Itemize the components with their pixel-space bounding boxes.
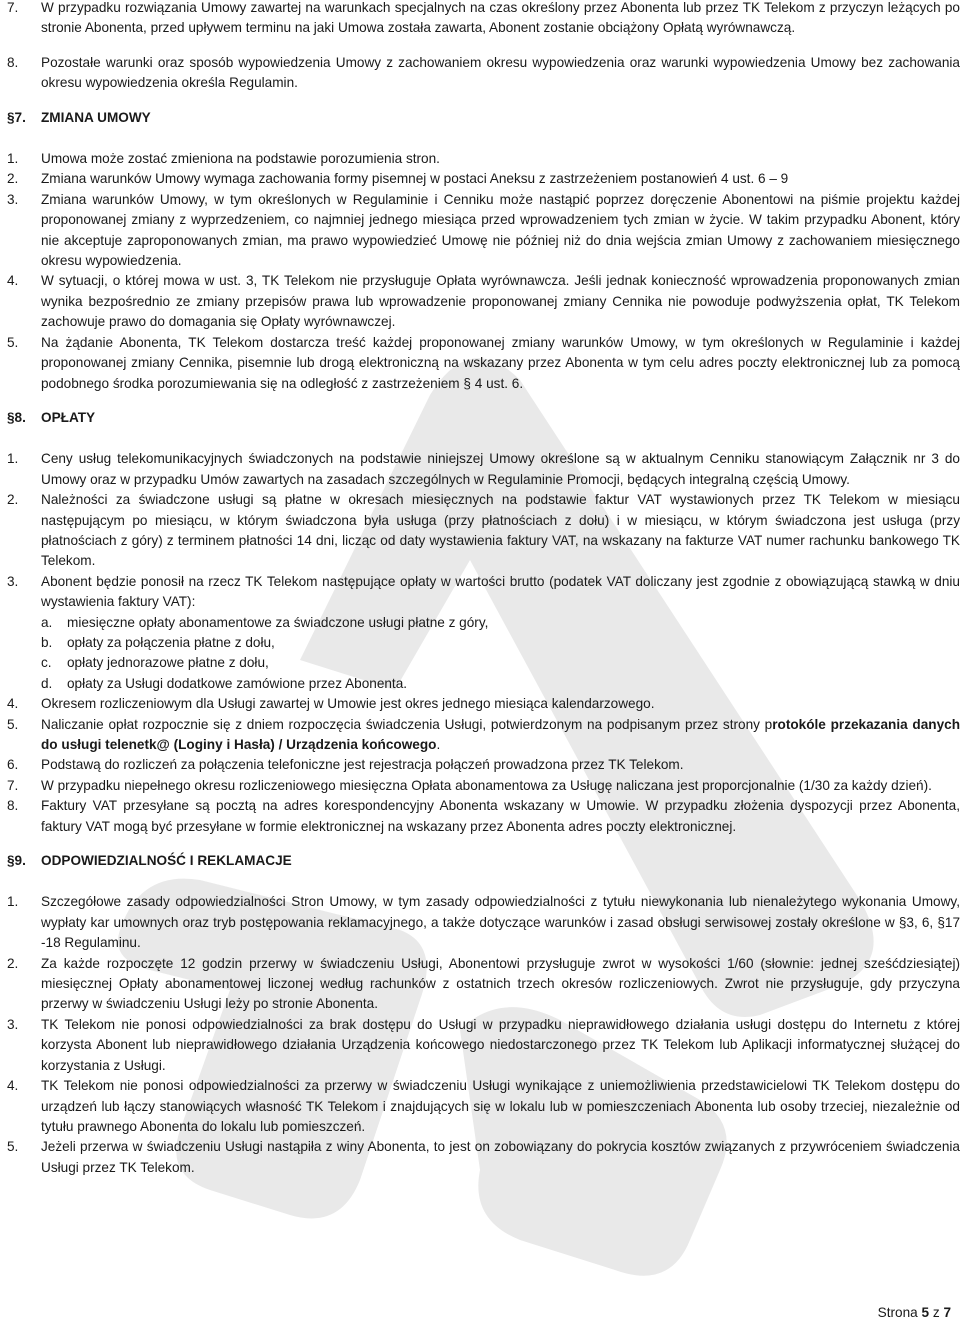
item-number: 5. xyxy=(7,1139,19,1155)
sub-text: opłaty jednorazowe płatne z dołu, xyxy=(67,655,269,671)
list-item xyxy=(7,190,960,272)
item-text: Okresem rozliczeniowym dla Usługi zawartej w Umowie jest okres jednego miesiąca kalendarzowego. xyxy=(41,696,655,712)
sub-letter: a. xyxy=(41,614,53,630)
item-text: Ceny usług telekomunikacyjnych świadczonych na podstawie niniejszej Umowy określone są w aktualnym Cenniku stanowiącym Załącznik nr 3 do Umowy oraz w przypadku Umów zawartych na zasadach szczególnych w Regulaminie Promocji, będących integralną częścią Umowy. xyxy=(41,451,960,487)
item-text: Abonent będzie ponosił na rzecz TK Telekom następujące opłaty w wartości brutto (podatek VAT doliczany jest zgodnie z obowiązującą stawką w dniu wystawienia faktury VAT): xyxy=(41,573,960,610)
sublist-item xyxy=(41,674,960,694)
item-text: Jeżeli przerwa w świadczeniu Usługi nastąpiła z winy Abonenta, to jest on zobowiązany do pokrycia kosztów związanych z przywróceniem świadczenia Usługi przez TK Telekom. xyxy=(41,1139,960,1175)
list-item xyxy=(7,572,960,694)
list-item xyxy=(7,53,960,94)
item-number: 3. xyxy=(7,1016,19,1032)
item-text: Podstawą do rozliczeń za połączenia telefoniczne jest rejestracja połączeń prowadzona przez TK Telekom. xyxy=(41,757,684,773)
list-item xyxy=(7,796,960,837)
item-text: TK Telekom nie ponosi odpowiedzialności za przerwy w świadczeniu Usługi wynikające z uniemożliwienia przedstawicielowi TK Telekom dostępu do urządzeń lub łączy stanowiących własność TK Telekom i znajdujących się w lokalu lub w pomieszczeniach Abonenta lub osoby trzeciej, niezależnie od tytułu prawnego Abonenta do lokalu lub pomieszczeń. xyxy=(41,1078,960,1134)
item-text: Pozostałe warunki oraz sposób wypowiedzenia Umowy z zachowaniem okresu wypowiedzenia oraz warunki wypowiedzenia Umowy bez zachowania okresu wypowiedzenia określa Regulamin. xyxy=(41,54,960,91)
sub-text: miesięczne opłaty abonamentowe za świadczone usługi płatne z góry, xyxy=(67,614,489,630)
section-number: §9. xyxy=(7,853,26,869)
item-number: 7. xyxy=(7,0,19,15)
sub-text: opłaty za Usługi dodatkowe zamówione przez Abonenta. xyxy=(67,675,408,691)
item-text: Należności za świadczone usługi są płatne w okresach miesięcznych na podstawie faktur VAT wystawionych przez TK Telekom w miesiącu następującym po miesiącu, w którym świadczona była usługa (przy płatnościach z dołu) i w miesiącu, w którym świadczona jest usługa (przy płatnościach z góry) z terminem płatności 14 dni, licząc od daty wystawienia faktury VAT, na wskazany na fakturze VAT numer rachunku bankowego TK Telekom. xyxy=(41,492,960,569)
list-item xyxy=(7,715,960,756)
section-9-list xyxy=(7,892,960,1178)
item-text-tail: . xyxy=(436,737,441,752)
list-item xyxy=(7,1015,960,1076)
item-text: W przypadku niepełnego okresu rozliczeniowego miesięczna Opłata abonamentowa za Usługę naliczana jest proporcjonalnie (1/30 za każdy dzień). xyxy=(41,777,932,793)
list-item xyxy=(7,490,960,572)
section-9-heading xyxy=(7,851,960,871)
list-item xyxy=(7,1076,960,1137)
item-number: 7. xyxy=(7,777,19,793)
list-item xyxy=(7,694,960,714)
item-text-bold: rotokóle przekazania danych do usługi telenetk@ (Loginy i Hasła) / Urządzenia końcowego xyxy=(41,716,960,752)
footer-label: Strona xyxy=(877,1305,918,1320)
section-7-heading xyxy=(7,108,960,128)
sublist-item xyxy=(41,613,960,633)
item-number: 1. xyxy=(7,894,19,910)
list-item xyxy=(7,755,960,775)
sub-letter: c. xyxy=(41,655,52,671)
document-page xyxy=(7,0,960,1178)
fee-sublist xyxy=(41,613,960,695)
sub-letter: b. xyxy=(41,634,53,650)
item-text: Faktury VAT przesyłane są pocztą na adres korespondencyjny Abonenta wskazany w Umowie. W przypadku złożenia dyspozycji przez Abonenta, faktury VAT mogą być przesyłane w formie elektronicznej na wskazany przez Abonenta adres poczty elektronicznej. xyxy=(41,798,960,834)
list-item xyxy=(7,892,960,953)
item-text: Szczegółowe zasady odpowiedzialności Stron Umowy, w tym zasady odpowiedzialności z tytułu niewykonania lub nienależytego wykonania Umowy, wypłaty kar umownych oraz tryb postępowania reklamacyjnego, a także dotyczące warunków i zasad obsługi serwisowej zostały określone w §3, 6, §17 -18 Regulaminu. xyxy=(41,894,960,951)
sublist-item xyxy=(41,653,960,673)
item-text: Na żądanie Abonenta, TK Telekom dostarcza treść każdej proponowanej zmiany warunków Umowy, w tym określonych w Regulaminie i każdej proponowanej zmiany Cennika, pisemnie lub drogą elektroniczną na wskazany przez Abonenta w tym celu adres poczty elektronicznej lub za pomocą podobnego środka porozumiewania się na odległość z zastrzeżeniem § 4 ust. 6. xyxy=(41,334,960,391)
item-text: TK Telekom nie ponosi odpowiedzialności za brak dostępu do Usługi w przypadku nieprawidłowego działania usługi dostępu do Internetu z której korzysta Abonent lub nieprawidłowego działania Urządzenia końcowego niedostarczonego przez TK Telekom lub Aplikacji informatycznej służącej do korzystania z Usługi. xyxy=(41,1016,960,1073)
item-number: 8. xyxy=(7,798,19,814)
list-item xyxy=(7,954,960,1015)
section-title: ODPOWIEDZIALNOŚĆ I REKLAMACJE xyxy=(41,853,292,869)
item-number: 4. xyxy=(7,273,19,289)
item-number: 3. xyxy=(7,191,19,207)
item-number: 3. xyxy=(7,573,19,589)
item-number: 5. xyxy=(7,716,19,732)
section-number: §8. xyxy=(7,409,26,425)
item-text: W przypadku rozwiązania Umowy zawartej na warunkach specjalnych na czas określony przez Abonenta lub przez TK Telekom z przyczyn leżących po stronie Abonenta, przed upływem terminu na jaki Umowa została zawarta, Abonent zostanie obciążony Opłatą wyrównawczą. xyxy=(41,0,960,36)
item-number: 1. xyxy=(7,151,19,167)
item-number: 1. xyxy=(7,451,19,467)
section-title: ZMIANA UMOWY xyxy=(41,109,151,125)
list-item xyxy=(7,271,960,332)
item-number: 2. xyxy=(7,171,19,187)
list-item xyxy=(7,169,960,189)
list-item xyxy=(7,449,960,490)
item-number: 6. xyxy=(7,757,19,773)
item-number: 5. xyxy=(7,334,19,350)
list-item xyxy=(7,0,960,39)
item-number: 8. xyxy=(7,54,19,70)
section-number: §7. xyxy=(7,109,26,125)
section-8-heading xyxy=(7,408,960,428)
item-number: 4. xyxy=(7,696,19,712)
page-footer xyxy=(878,1303,951,1323)
sublist-item xyxy=(41,633,960,653)
item-text: Zmiana warunków Umowy wymaga zachowania formy pisemnej w postaci Aneksu z zastrzeżeniem postanowień 4 ust. 6 – 9 xyxy=(41,171,789,187)
item-number: 4. xyxy=(7,1078,19,1094)
sub-text: opłaty za połączenia płatne z dołu, xyxy=(67,634,275,650)
item-number: 2. xyxy=(7,492,19,508)
section-title: OPŁATY xyxy=(41,409,96,425)
footer-sep: z xyxy=(932,1305,940,1320)
sub-letter: d. xyxy=(41,675,53,691)
continued-list xyxy=(7,0,960,94)
section-8-list xyxy=(7,449,960,837)
list-item xyxy=(7,1137,960,1178)
section-7-list xyxy=(7,149,960,394)
list-item xyxy=(7,149,960,169)
item-text: Za każde rozpoczęte 12 godzin przerwy w świadczeniu Usługi, Abonentowi przysługuje zwrot w wysokości 1/60 (słownie: jednej sześćdziesiątej) miesięcznej Opłaty abonamentowej liczonej według rachunków z ostatnich trzech okresów rozliczeniowych. Zwrot nie przysługuje, gdy przyczyna przerwy w świadczeniu Usługi leży po stronie Abonenta. xyxy=(41,955,960,1012)
footer-total: 7 xyxy=(943,1305,951,1320)
item-number: 2. xyxy=(7,955,19,971)
list-item xyxy=(7,333,960,394)
item-text: W sytuacji, o której mowa w ust. 3, TK Telekom nie przysługuje Opłata wyrównawcza. Jeśli jednak konieczność wprowadzenia proponowanych zmian wynika bezpośrednio ze zmiany przepisów prawa lub wprowadzenie proponowanej zmiany Cennika nie powoduje podwyższenia opłat, TK Telekom zachowuje prawo do domagania się Opłaty wyrównawczej. xyxy=(41,273,960,330)
item-text: Umowa może zostać zmieniona na podstawie porozumienia stron. xyxy=(41,151,440,167)
item-text: Zmiana warunków Umowy, w tym określonych w Regulaminie i Cenniku może nastąpić poprzez doręczenie Abonentowi na piśmie projektu każdej proponowanej zmiany z wyprzedzeniem, co najmniej jednego miesiąca przed wprowadzeniem tych zmian w życie. W takim przypadku Abonent, który nie akceptuje zaproponowanych zmian, ma prawo wypowiedzieć Umowę nie później niż do dnia wejścia zmian Umowy z zachowaniem miesięcznego okresu wypowiedzenia. xyxy=(41,191,960,269)
footer-page: 5 xyxy=(921,1305,930,1320)
item-text: Naliczanie opłat rozpocznie się z dniem rozpoczęcia świadczenia Usługi, potwierdzonym na podpisanym przez strony p xyxy=(41,716,773,732)
list-item xyxy=(7,776,960,796)
